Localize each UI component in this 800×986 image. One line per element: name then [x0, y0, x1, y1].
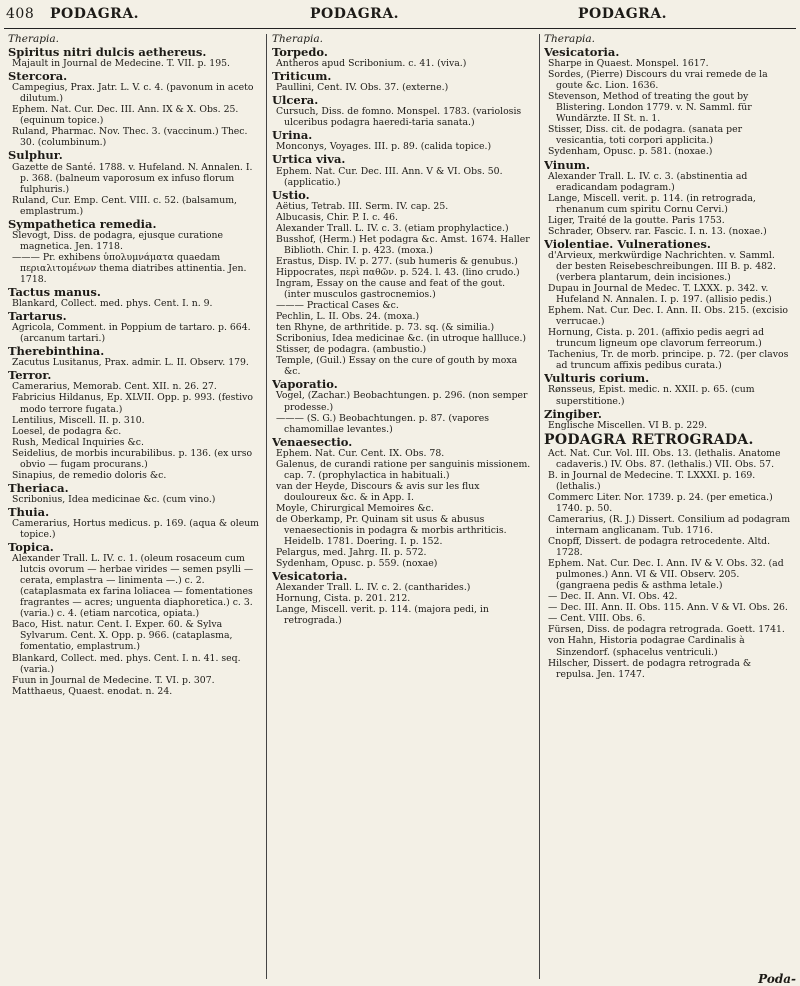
- citation: — Cent. VIII. Obs. 6.: [548, 613, 646, 625]
- citation: Ephem. Nat. Cur. Dec. III. Ann. IX & X. Obs. 25. (equinum topice.): [12, 104, 239, 127]
- remedy-entry: [272, 434, 534, 570]
- entry-heading: Sulphur.: [8, 148, 63, 163]
- citation: Lange, Miscell. verit. p. 114. (majora pedi, in retrograda.): [276, 604, 489, 627]
- citation: Moyle, Chirurgical Memoires &c.: [276, 502, 434, 514]
- entry-heading: Ustio.: [272, 187, 310, 202]
- citation: de Oberkamp, Pr. Quinam sit usus & abusus venaesectionis in podagra & morbis arthriticis. Heidelb. 1781. Doering. I. p. 152.: [276, 513, 507, 548]
- section-title: Therapia.: [8, 34, 59, 45]
- citation: Commerc Liter. Nor. 1739. p. 24. (per emetica.) 1740. p. 50.: [548, 491, 773, 514]
- entry-heading: Urina.: [272, 128, 313, 143]
- citation: Hornung, Cista. p. 201. (affixio pedis aegri ad truncum ligneum ope clavorum ferreorum.): [548, 327, 765, 350]
- citation: Ephem. Nat. Cur. Dec. III. Ann. V & VI. Obs. 50. (applicatio.): [276, 165, 503, 188]
- citation: Albucasis, Chir. P. I. c. 46.: [276, 211, 398, 223]
- entry-heading: Torpedo.: [272, 45, 328, 60]
- entry-heading: Vaporatio.: [272, 377, 338, 392]
- citation: Sydenham, Opusc. p. 559. (noxae): [276, 558, 438, 570]
- citation: Vogel, (Zachar.) Beobachtungen. p. 296. (non semper prodesse.): [276, 390, 528, 413]
- entry-heading: Violentiae. Vulnerationes.: [544, 236, 711, 251]
- remedy-entry: [544, 431, 792, 680]
- citation: Hippocrates, περὶ παθῶν. p. 524. l. 43. (lino crudo.): [276, 266, 520, 278]
- citation: Fuun in Journal de Medecine. T. VI. p. 307.: [12, 674, 215, 686]
- citation: Campegius, Prax. Jatr. L. V. c. 4. (pavonum in aceto dilutum.): [12, 82, 254, 105]
- citation: Sordes, (Pierre) Discours du vrai remede de la goute &c. Lion. 1636.: [548, 69, 768, 92]
- citation: Blankard, Collect. med. phys. Cent. I. n. 41. seq. (varia.): [12, 652, 241, 675]
- citation: d'Arvieux, merkwürdige Nachrichten. v. Samml. der besten Reisebeschreibungen. III B. p. 482. (verbera plantarum, dein incisiones.): [548, 249, 776, 283]
- column-divider: [266, 34, 267, 979]
- citation: Ruland, Pharmac. Nov. Thec. 3. (vaccinum.) Thec. 30. (columbinum.): [12, 126, 248, 149]
- remedy-entry: [544, 47, 792, 157]
- remedy-entry: [8, 150, 261, 216]
- entry-heading: Topica.: [8, 540, 54, 555]
- remedy-entry: [544, 236, 792, 372]
- remedy-entry: [544, 406, 792, 431]
- citation: Lange, Miscell. verit. p. 114. (in retrograda, rhenanum cum spiritu Cornu Cervi.): [548, 192, 756, 215]
- citation: Erastus, Disp. IV. p. 277. (sub humeris & genubus.): [276, 255, 518, 267]
- section-title: Therapia.: [544, 34, 595, 45]
- running-title-right: PODAGRA.: [578, 6, 668, 22]
- entry-heading: Stercora.: [8, 69, 68, 84]
- citation: Slevogt, Diss. de podagra, ejusque curatione magnetica. Jen. 1718.: [12, 229, 223, 252]
- text-column-middle: [272, 34, 534, 979]
- citation: Hilscher, Dissert. de podagra retrograda & repulsa. Jen. 1747.: [548, 657, 752, 680]
- citation: Sydenham, Opusc. p. 581. (noxae.): [548, 146, 713, 158]
- citation: ——— Practical Cases &c.: [276, 300, 399, 312]
- citation: Act. Nat. Cur. Vol. III. Obs. 13. (lethalis. Anatome cadaveris.) IV. Obs. 87. (lethalis.) VII. Obs. 57.: [548, 447, 781, 470]
- citation: Ephem. Nat. Cur. Dec. I. Ann. II. Obs. 215. (excisio verrucae.): [548, 305, 789, 328]
- entry-heading: Triticum.: [272, 69, 332, 84]
- citation: Cnopff, Dissert. de podagra retrocedente. Altd. 1728.: [548, 536, 771, 559]
- citation: Zacutus Lusitanus, Prax. admir. L. II. Observ. 179.: [12, 357, 249, 369]
- remedy-entry: [8, 311, 261, 344]
- citation: Blankard, Collect. med. phys. Cent. I. n. 9.: [12, 298, 213, 310]
- remedy-entry: [272, 95, 534, 128]
- citation: Camerarius, Hortus medicus. p. 169. (aqua & oleum topice.): [12, 517, 259, 541]
- citation: Hornung, Cista. p. 201. 212.: [276, 593, 411, 605]
- citation: Camerarius, (R. J.) Dissert. Consilium ad podagram internam anglicanam. Tub. 1716.: [548, 513, 791, 537]
- entry-heading: Terror.: [8, 368, 52, 383]
- entry-heading: Vulturis corium.: [544, 371, 650, 386]
- header-rule: [4, 28, 796, 29]
- citation: Ruland, Cur. Emp. Cent. VIII. c. 52. (balsamum, emplastrum.): [12, 194, 237, 217]
- citation: Busshof, (Herm.) Het podagra &c. Amst. 1674. Haller Biblioth. Chir. I. p. 423. (moxa.): [276, 233, 530, 256]
- citation: Stevenson, Method of treating the gout by Blistering. London 1779. v. N. Samml. für Wundärzte. II St. n. 1.: [548, 91, 752, 125]
- entry-heading: Thuia.: [8, 504, 50, 519]
- citation: Scribonius, Idea medicinae &c. (in utroque hallluce.): [276, 333, 527, 345]
- citation: — Dec. II. Ann. VI. Obs. 42.: [548, 591, 678, 603]
- remedy-entry: [272, 154, 534, 187]
- remedy-entry: [8, 370, 261, 480]
- entry-heading: Tactus manus.: [8, 285, 101, 300]
- citation: Gazette de Santé. 1788. v. Hufeland. N. Annalen. I. p. 368. (balneum vaporosum ex infuso florum fulphuris.): [12, 161, 253, 195]
- citation: Stisser, de podagra. (ambustio.): [276, 344, 427, 356]
- remedy-entry: [8, 542, 261, 697]
- citation: Camerarius, Memorab. Cent. XII. n. 26. 27.: [12, 381, 217, 393]
- running-title-center: PODAGRA.: [310, 6, 400, 22]
- entry-heading: Zingiber.: [544, 406, 602, 421]
- citation: Ephem. Nat. Cur. Cent. IX. Obs. 78.: [276, 447, 445, 459]
- citation: Lentilius, Miscell. II. p. 310.: [12, 414, 145, 426]
- column-divider: [539, 34, 540, 979]
- entry-heading: Ulcera.: [272, 93, 319, 108]
- text-column-right: [544, 34, 792, 979]
- citation: Aëtius, Tetrab. III. Serm. IV. cap. 25.: [276, 200, 449, 212]
- chapter-heading: PODAGRA RETROGRADA.: [544, 431, 754, 448]
- citation: Englische Miscellen. VI B. p. 229.: [548, 419, 708, 431]
- remedy-entry: [272, 47, 534, 69]
- page-number: 408: [6, 6, 35, 22]
- citation: Liger, Traité de la goutte. Paris 1753.: [548, 214, 725, 226]
- remedy-entry: [544, 373, 792, 406]
- remedy-entry: [272, 379, 534, 434]
- remedy-entry: [8, 504, 261, 541]
- remedy-entry: [8, 287, 261, 309]
- entry-heading: Tartarus.: [8, 309, 67, 324]
- citation: Fürsen, Diss. de podagra retrograda. Goett. 1741.: [548, 624, 785, 636]
- citation: Fabricius Hildanus, Ep. XLVII. Opp. p. 993. (festivo modo terrore fugata.): [12, 392, 253, 415]
- citation: Ingram, Essay on the cause and feat of the gout. (inter musculos gastrocnemios.): [276, 277, 506, 301]
- citation: Scribonius, Idea medicinae &c. (cum vino.): [12, 493, 216, 505]
- citation: van der Heyde, Discours & avis sur les flux douloureux &c. & in App. I.: [276, 480, 480, 503]
- citation: Pelargus, med. Jahrg. II. p. 572.: [276, 547, 427, 559]
- citation: Alexander Trall. L. IV. c. 3. (etiam prophylactice.): [276, 222, 509, 234]
- citation: Galenus, de curandi ratione per sanguinis missionem. cap. 7. (prophylactica in habituali.): [276, 458, 531, 481]
- remedy-entry: [544, 157, 792, 237]
- citation: Schrader, Observ. rar. Fascic. I. n. 13. (noxae.): [548, 225, 767, 237]
- citation: Paullini, Cent. IV. Obs. 37. (externe.): [276, 82, 449, 94]
- remedy-entry: [272, 571, 534, 626]
- running-title-left: PODAGRA.: [50, 6, 140, 22]
- citation: Cursuch, Diss. de fomno. Monspel. 1783. (variolosis ulceribus podagra haeredi-taria sanata.): [276, 106, 522, 129]
- entry-heading: Spiritus nitri dulcis aethereus.: [8, 45, 207, 60]
- citation: Loesel, de podagra &c.: [12, 425, 122, 437]
- citation: Alexander Trall. L. IV. c. 2. (cantharides.): [276, 582, 471, 594]
- remedy-entry: [272, 187, 534, 378]
- citation: Stisser, Diss. cit. de podagra. (sanata per vesicantia, toti corpori applicita.): [548, 124, 743, 147]
- entry-heading: Urtica viva.: [272, 152, 346, 167]
- citation: Alexander Trall. L. IV. c. 1. (oleum rosaceum cum lutcis ovorum — herbae virides — semen psylli — cerata, emplastra — linimenta —.) c. 2. (cataplasmata ex farina loliacea — fomentationes fragrantes — acres; unguenta diaphoretica.) c. 3. (varia.) c. 4. (etiam narcotica, opiata.): [12, 553, 254, 620]
- citation: Seidelius, de morbis incurabilibus. p. 136. (ex urso obvio — fugam procurans.): [12, 447, 253, 470]
- remedy-entry: [8, 71, 261, 148]
- citation: ——— Pr. exhibens ὑπολυμνάματα quaedam περιαλιτομένων thema diatribes attinentia. Jen. 1718.: [12, 251, 247, 285]
- citation: Rønsseus, Epist. medic. n. XXII. p. 65. (cum superstitione.): [548, 384, 755, 407]
- citation: Alexander Trall. L. IV. c. 3. (abstinentia ad eradicandam podagram.): [548, 170, 748, 193]
- citation: B. in Journal de Medecine. T. LXXXI. p. 169. (lethalis.): [548, 469, 756, 492]
- remedy-entry: [8, 47, 261, 69]
- citation: ten Rhyne, de arthritide. p. 73. sq. (& similia.): [276, 322, 495, 334]
- citation: von Hahn, Historia podagrae Cardinalis à Sinzendorf. (sphacelus ventriculi.): [548, 635, 745, 658]
- citation: ——— (S. G.) Beobachtungen. p. 87. (vapores chamomillae levantes.): [276, 412, 490, 435]
- citation: Tachenius, Tr. de morb. principe. p. 72. (per clavos ad truncum affixis pedibus curata.): [548, 349, 789, 372]
- citation: Ephem. Nat. Cur. Dec. I. Ann. IV & V. Obs. 32. (ad pulmones.) Ann. VI & VII. Observ. 205. (gangraena pedis & asthma letale.): [548, 558, 784, 592]
- citation: Matthaeus, Quaest. enodat. n. 24.: [12, 685, 173, 697]
- citation: Majault in Journal de Medecine. T. VII. p. 195.: [12, 58, 231, 70]
- remedy-entry: [8, 480, 261, 505]
- citation: Baco, Hist. natur. Cent. I. Exper. 60. & Sylva Sylvarum. Cent. X. Opp. p. 966. (cataplasma, fomentatio, emplastrum.): [12, 619, 233, 653]
- remedy-entry: [8, 216, 261, 285]
- remedy-entry: [272, 130, 534, 152]
- citation: Rush, Medical Inquiries &c.: [12, 436, 144, 448]
- citation: Agricola, Comment. in Poppium de tartaro. p. 664. (arcanum tartari.): [12, 322, 251, 345]
- entry-heading: Vinum.: [544, 157, 590, 172]
- citation: — Dec. III. Ann. II. Obs. 115. Ann. V & VI. Obs. 26.: [548, 602, 788, 614]
- citation: Temple, (Guil.) Essay on the cure of gouth by moxa &c.: [276, 355, 518, 378]
- entry-heading: Vesicatoria.: [272, 569, 348, 584]
- citation: Dupau in Journal de Medec. T. LXXX. p. 342. v. Hufeland N. Annalen. I. p. 197. (allisio pedis.): [548, 283, 772, 306]
- section-title: Therapia.: [272, 34, 323, 45]
- citation: Pechlin, L. II. Obs. 24. (moxa.): [276, 311, 420, 323]
- citation: Sinapius, de remedio doloris &c.: [12, 469, 167, 481]
- entry-heading: Sympathetica remedia.: [8, 216, 157, 231]
- catchword: Poda-: [758, 972, 796, 986]
- entry-heading: Therebinthina.: [8, 344, 105, 359]
- citation: Antheros apud Scribonium. c. 41. (viva.): [276, 58, 467, 70]
- remedy-entry: [272, 71, 534, 93]
- citation: Monconys, Voyages. III. p. 89. (calida topice.): [276, 141, 492, 153]
- text-column-left: [8, 34, 261, 979]
- entry-heading: Venaesectio.: [272, 434, 353, 449]
- citation: Sharpe in Quaest. Monspel. 1617.: [548, 58, 709, 70]
- entry-heading: Vesicatoria.: [544, 45, 620, 60]
- remedy-entry: [8, 346, 261, 368]
- entry-heading: Theriaca.: [8, 480, 69, 495]
